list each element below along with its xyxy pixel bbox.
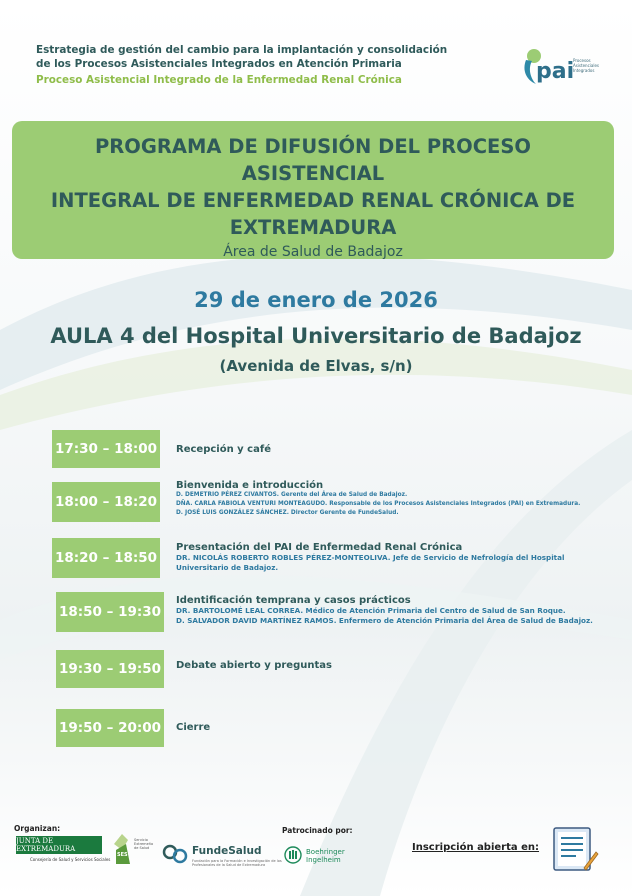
- header-line-2: de los Procesos Asistenciales Integrados en Atención Primaria: [36, 58, 402, 70]
- banner-title-line-2: INTEGRAL DE ENFERMEDAD RENAL CRÓNICA DE: [50, 189, 576, 212]
- agenda-time: 18:20 – 18:50: [52, 538, 160, 578]
- agenda-time: 18:50 – 19:30: [56, 592, 164, 632]
- pai-logo-text: pai: [536, 59, 575, 84]
- agenda-item: [176, 660, 626, 671]
- banner-title-line-3: EXTREMADURA: [229, 216, 397, 239]
- banner-title: [12, 133, 614, 241]
- agenda-item: [176, 542, 626, 573]
- program-banner: [12, 121, 614, 259]
- agenda-speaker: DR. NICOLÁS ROBERTO ROBLES PÉREZ-MONTEOLIVA. Jefe de Servicio de Nefrología del Hospital: [176, 553, 565, 562]
- agenda-item: [176, 444, 626, 455]
- event-date: 29 de enero de 2026: [194, 288, 438, 312]
- agenda-speaker: DR. BARTOLOMÉ LEAL CORREA. Médico de Atención Primaria del Centro de Salud de San Roque.: [176, 606, 566, 615]
- banner-title-line-1: PROGRAMA DE DIFUSIÓN DEL PROCESO ASISTENCIAL: [94, 135, 532, 185]
- agenda-time: 19:50 – 20:00: [56, 709, 164, 747]
- boehringer-line-2: Ingelheim: [306, 856, 341, 864]
- event-venue: AULA 4 del Hospital Universitario de Badajoz: [50, 324, 582, 348]
- agenda-time: 17:30 – 18:00: [52, 430, 160, 468]
- agenda-speaker: D. DEMETRIO PÉREZ CIVANTOS. Gerente del Área de Salud de Badajoz.: [176, 492, 408, 498]
- agenda-title: Cierre: [176, 722, 211, 733]
- junta-subtitle: Consejería de Salud y Servicios Sociales: [30, 857, 111, 862]
- agenda-item: [176, 595, 626, 626]
- agenda-speaker: DÑA. CARLA FABIOLA VENTURI MONTEAGUDO. Responsable de los Procesos Asistenciales Integrados (PAI) en Extremadura.: [176, 501, 581, 507]
- junta-extremadura-logo: JUNTA DE EXTREMADURA: [16, 836, 102, 854]
- patrocinado-label: Patrocinado por:: [282, 826, 353, 835]
- agenda-speaker: D. SALVADOR DAVID MARTÍNEZ RAMOS. Enfermero de Atención Primaria del Área de Salud de Badajoz.: [176, 616, 593, 625]
- header-line-1: Estrategia de gestión del cambio para la implantación y consolidación: [36, 44, 448, 56]
- agenda-time: 18:00 – 18:20: [52, 482, 160, 522]
- agenda-title: Presentación del PAI de Enfermedad Renal Crónica: [176, 542, 463, 553]
- boehringer-line-1: Boehringer: [306, 848, 345, 856]
- agenda-item: [176, 722, 626, 733]
- boehringer-logo: [284, 846, 302, 864]
- inscripcion-label[interactable]: Inscripción abierta en:: [412, 842, 540, 853]
- header-subtitle: Proceso Asistencial Integrado de la Enfermedad Renal Crónica: [36, 74, 402, 86]
- event-address: (Avenida de Elvas, s/n): [219, 357, 413, 375]
- agenda-title: Recepción y café: [176, 444, 271, 455]
- agenda-item: [176, 480, 626, 518]
- header-strategy: [36, 43, 506, 71]
- organizan-label: Organizan:: [14, 824, 61, 833]
- ses-label: SES: [117, 852, 128, 858]
- fundesalud-subtitle: Fundación para la Formación e Investigación de los Profesionales de la Salud de Extremadura: [192, 859, 282, 867]
- agenda-title: Identificación temprana y casos prácticos: [176, 595, 411, 606]
- agenda-speaker: Universitario de Badajoz.: [176, 563, 279, 572]
- agenda-title: Debate abierto y preguntas: [176, 660, 332, 671]
- ses-text: Servicio Extremeño de Salud: [134, 838, 154, 850]
- agenda-title: Bienvenida e introducción: [176, 480, 324, 491]
- registration-form-icon[interactable]: [550, 824, 600, 874]
- fundesalud-name: FundeSalud: [192, 845, 262, 857]
- pai-logo-subtitle: Procesos Asistenciales Integrados: [573, 58, 599, 73]
- agenda-time: 19:30 – 19:50: [56, 650, 164, 688]
- banner-subtitle: Área de Salud de Badajoz: [223, 244, 403, 260]
- boehringer-name: [306, 848, 345, 864]
- agenda-speaker: D. JOSÉ LUIS GONZÁLEZ SÁNCHEZ. Director Gerente de FundeSalud.: [176, 510, 399, 516]
